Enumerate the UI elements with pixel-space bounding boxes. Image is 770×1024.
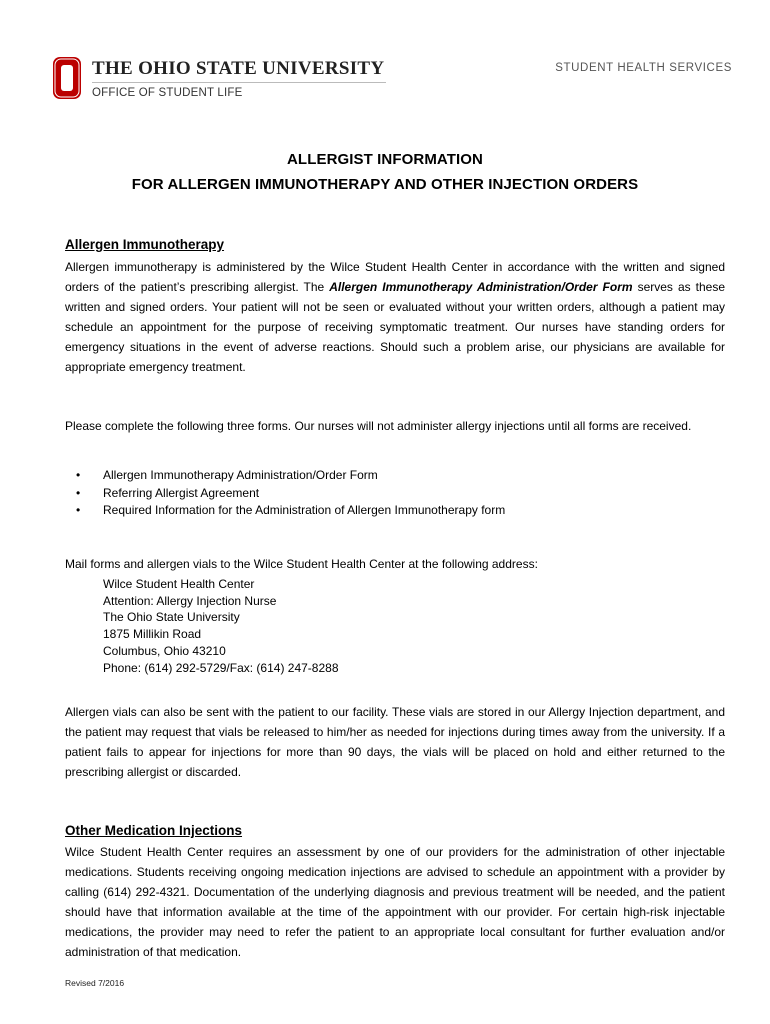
address-line: 1875 Millikin Road (103, 627, 202, 642)
other-injections-paragraph: Wilce Student Health Center requires an assessment by one of our providers for the administration of other injectable medications. Students receiving ongoing medication injections are advised to schedule an appointment with a provider by calling (614) 292-4321. Documentation of the underlying diagnosis and previous treatment will be needed, and the patient should have that information available at the time of the appointment with our provider. For certain high-risk injectable medications, the provider may need to refer the patient to an appropriate local consultant for further evaluation and/or administration of that medication. (65, 845, 725, 959)
document-subtitle: FOR ALLERGEN IMMUNOTHERAPY AND OTHER INJECTION ORDERS (131, 176, 639, 193)
address-phone-fax: Phone: (614) 292-5729/Fax: (614) 247-8288 (103, 660, 339, 675)
logo-divider (92, 82, 386, 83)
mailing-address (103, 576, 503, 676)
address-line: The Ohio State University (103, 610, 240, 625)
list-item: • Allergen Immunotherapy Administration/Order Form (76, 467, 716, 485)
immunotherapy-paragraph (65, 257, 725, 377)
list-item: • Required Information for the Administration of Allergen Immunotherapy form (76, 502, 716, 520)
forms-instruction-paragraph: Please complete the following three forms. Our nurses will not administer allergy injections until all forms are received. (65, 419, 692, 433)
bullet-icon: • (76, 485, 81, 500)
vials-paragraph: Allergen vials can also be sent with the patient to our facility. These vials are stored in our Allergy Injection department, and the patient may request that vials be released to him/her as needed for injections during times away from the university. If a patient fails to appear for injections for more than 90 days, the vials will be placed on hold and either returned to the prescribing allergist or discarded. (65, 705, 725, 779)
list-item: • Referring Allergist Agreement (76, 485, 716, 503)
address-line: Attention: Allergy Injection Nurse (103, 593, 277, 608)
university-name: THE OHIO STATE UNIVERSITY (92, 58, 385, 79)
required-forms-list (76, 467, 716, 520)
bullet-icon: • (76, 468, 81, 482)
immunotherapy-heading: Allergen Immunotherapy (65, 237, 225, 252)
bullet-icon: • (76, 503, 81, 517)
revision-date: Revised 7/2016 (65, 978, 125, 988)
office-name: OFFICE OF STUDENT LIFE (92, 87, 243, 99)
address-line: Columbus, Ohio 43210 (103, 643, 226, 658)
other-injections-heading: Other Medication Injections (65, 823, 243, 838)
paragraph-text: serves as these written and signed orders. Your patient will not be seen or evaluated without your written orders, although a patient may schedule an appointment for the purpose of receiving symptomatic treatment. Our nurses have standing orders for emergency situations in the event of adverse reactions. Should such a problem arise, our physicians are available for appropriate emergency treatment. (65, 280, 726, 374)
document-title: ALLERGIST INFORMATION (287, 151, 483, 168)
address-line: Wilce Student Health Center (103, 577, 255, 591)
department-name: STUDENT HEALTH SERVICES (555, 62, 732, 74)
block-o-logo-icon (52, 56, 82, 100)
paragraph-text: Allergen immunotherapy is administered by the Wilce Student Health Center in accordance with the written and signed orders of the patient’s prescribing allergist. The (65, 260, 725, 294)
mail-instruction: Mail forms and allergen vials to the Wilce Student Health Center at the following address: (65, 557, 538, 571)
university-logo (52, 56, 385, 104)
order-form-name: Allergen Immunotherapy Administration/Order Form (329, 280, 633, 294)
